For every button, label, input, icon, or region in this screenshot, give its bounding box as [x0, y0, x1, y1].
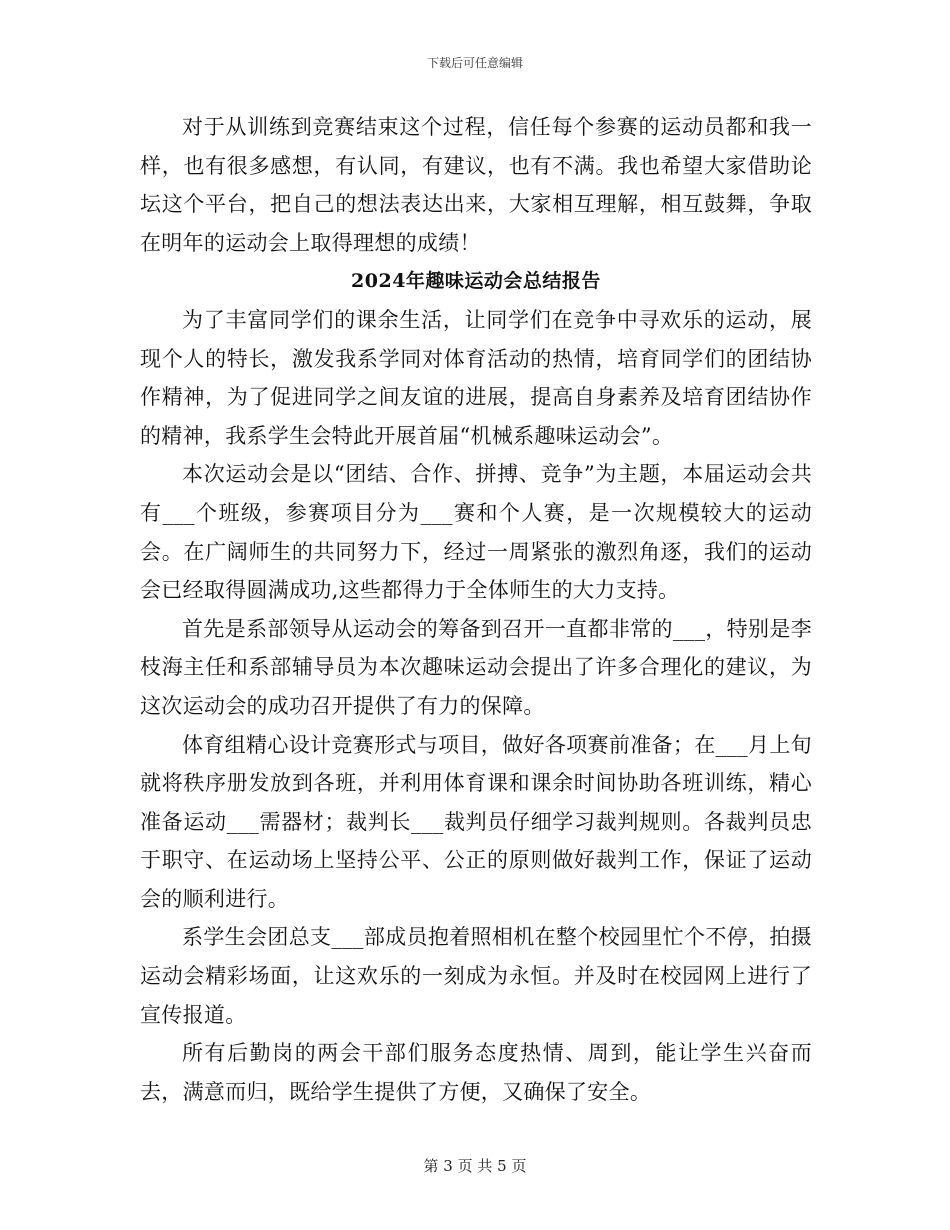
paragraph-purpose: 为了丰富同学们的课余生活，让同学们在竞争中寻欢乐的运动，展现个人的特长，激发我系学同对体育活动的热情，培育同学们的团结协作精神，为了促进同学之间友谊的进展，提高自身素养及培育团结协作的精神，我系学生会特此开展首届“机械系趣味运动会”。	[140, 307, 812, 448]
paragraph-theme: 本次运动会是以“团结、合作、拼搏、竞争”为主题，本届运动会共有___个班级，参赛项目分为___赛和个人赛，是一次规模较大的运动会。在广阔师生的共同努力下，经过一周紧张的激烈角逐，我们的运动会已经取得圆满成功,这些都得力于全体师生的大力支持。	[140, 462, 812, 603]
document-body	[140, 108, 812, 1111]
paragraph-student-union: 系学生会团总支___部成员抱着照相机在整个校园里忙个不停，拍摄运动会精彩场面，让这欢乐的一刻成为永恒。并及时在校园网上进行了宣传报道。	[140, 925, 812, 1027]
report-title: 2024年趣味运动会总结报告	[351, 270, 601, 293]
paragraph-logistics: 所有后勤岗的两会干部们服务态度热情、周到，能让学生兴奋而去，满意而归，既给学生提供了方便，又确保了安全。	[140, 1041, 812, 1104]
page-number: 第 3 页 共 5 页	[423, 1157, 527, 1175]
paragraph-sports-group: 体育组精心设计竞赛形式与项目，做好各项赛前准备；在___月上旬就将秩序册发放到各班，并利用体育课和课余时间协助各班训练，精心准备运动___需器材；裁判长___裁判员仔细学习裁判规则。各裁判员忠于职守、在运动场上坚持公平、公正的原则做好裁判工作，保证了运动会的顺利进行。	[140, 732, 812, 911]
header-note: 下载后可任意编辑	[426, 56, 523, 70]
paragraph-leadership: 首先是系部领导从运动会的筹备到召开一直都非常的___，特别是李枝海主任和系部辅导员为本次趣味运动会提出了许多合理化的建议，为这次运动会的成功召开提供了有力的保障。	[140, 616, 812, 718]
intro-paragraph: 对于从训练到竞赛结束这个过程，信任每个参赛的运动员都和我一样，也有很多感想，有认同，有建议，也有不满。我也希望大家借助论坛这个平台，把自己的想法表达出来，大家相互理解，相互鼓舞，争取在明年的运动会上取得理想的成绩！	[140, 115, 812, 255]
